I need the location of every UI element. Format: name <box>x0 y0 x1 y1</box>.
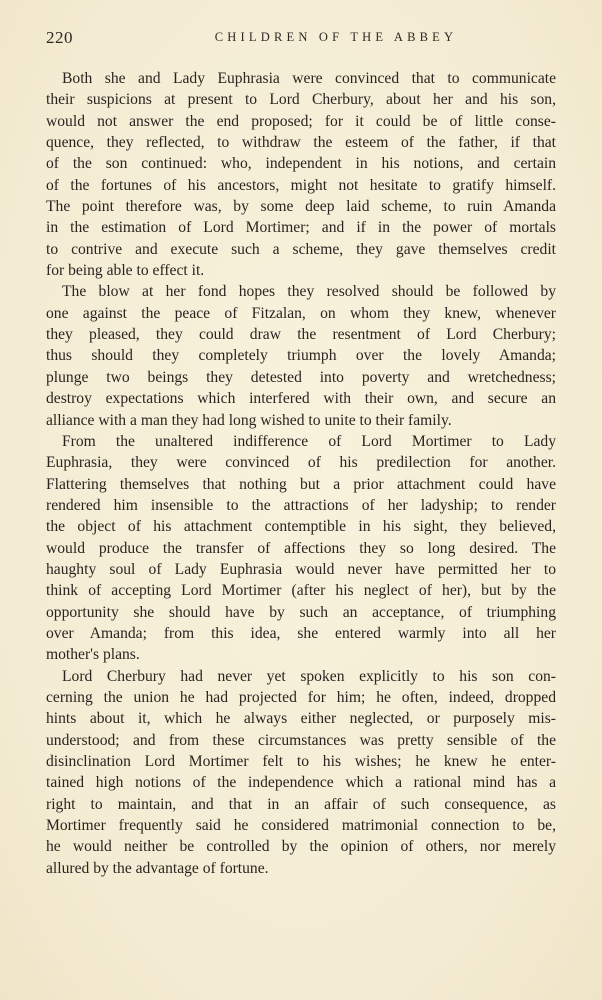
text-line: of the fortunes of his ancestors, might not hesitate to gratify himself. <box>46 176 556 194</box>
page-header <box>46 28 556 52</box>
text-line: The point therefore was, by some deep laid scheme, to ruin Amanda <box>46 198 556 216</box>
text-line: opportunity she should have by such an acceptance, of triumphing <box>46 603 556 621</box>
running-title: CHILDREN OF THE ABBEY <box>214 30 458 44</box>
body-text <box>46 68 556 879</box>
text-line: Euphrasia, they were convinced of his predilection for another. <box>46 454 556 472</box>
text-line: of the son continued: who, independent in his notions, and certain <box>46 155 556 173</box>
text-line: he would neither be controlled by the opinion of others, nor merely <box>46 838 556 856</box>
text-line: would produce the transfer of affections they so long desired. The <box>46 539 556 557</box>
text-line: plunge two beings they detested into poverty and wretchedness; <box>46 368 556 386</box>
text-line: rendered him insensible to the attractions of her ladyship; to render <box>46 496 556 514</box>
text-line: Mortimer frequently said he considered matrimonial connection to be, <box>46 817 556 835</box>
text-line: to contrive and execute such a scheme, they gave themselves credit <box>46 240 556 258</box>
text-line: Flattering themselves that nothing but a prior attachment could have <box>46 475 556 493</box>
page-number: 220 <box>46 28 73 47</box>
text-line: The blow at her fond hopes they resolved should be followed by <box>62 283 556 301</box>
text-line: destroy expectations which interfered with their own, and secure an <box>46 390 556 408</box>
text-line: haughty soul of Lady Euphrasia would never have permitted her to <box>46 560 556 578</box>
text-line: cerning the union he had projected for him; he often, indeed, dropped <box>46 688 556 706</box>
text-line: for being able to effect it. <box>46 262 205 280</box>
text-line: From the unaltered indifference of Lord Mortimer to Lady <box>62 432 556 450</box>
text-line: over Amanda; from this idea, she entered warmly into all her <box>46 624 556 642</box>
text-line: right to maintain, and that in an affair of such consequence, as <box>46 795 556 813</box>
text-line: they pleased, they could draw the resentment of Lord Cherbury; <box>46 326 556 344</box>
text-line: Lord Cherbury had never yet spoken explicitly to his son con- <box>62 667 556 685</box>
text-line: in the estimation of Lord Mortimer; and if in the power of mortals <box>46 219 556 237</box>
text-line: think of accepting Lord Mortimer (after his neglect of her), but by the <box>46 582 556 600</box>
text-line: the object of his attachment contemptible in his sight, they believed, <box>46 518 556 536</box>
text-line: would not answer the end proposed; for it could be of little conse- <box>46 112 556 130</box>
text-line: allured by the advantage of fortune. <box>46 859 269 877</box>
text-line: quence, they reflected, to withdraw the esteem of the father, if that <box>46 134 556 152</box>
text-line: thus should they completely triumph over the lovely Amanda; <box>46 347 556 365</box>
text-line: disinclination Lord Mortimer felt to his wishes; he knew he enter- <box>46 753 556 770</box>
text-line: alliance with a man they had long wished to unite to their family. <box>46 411 452 429</box>
text-line: their suspicions at present to Lord Cherbury, about her and his son, <box>46 91 556 109</box>
text-line: hints about it, which he always either neglected, or purposely mis- <box>46 710 556 728</box>
text-line: understood; and from these circumstances was pretty sensible of the <box>46 731 556 749</box>
text-line: tained high notions of the independence which a rational mind has a <box>46 774 556 792</box>
text-line: mother's plans. <box>46 646 140 664</box>
text-line: one against the peace of Fitzalan, on whom they knew, whenever <box>46 304 556 322</box>
text-line: Both she and Lady Euphrasia were convinced that to communicate <box>62 70 556 87</box>
